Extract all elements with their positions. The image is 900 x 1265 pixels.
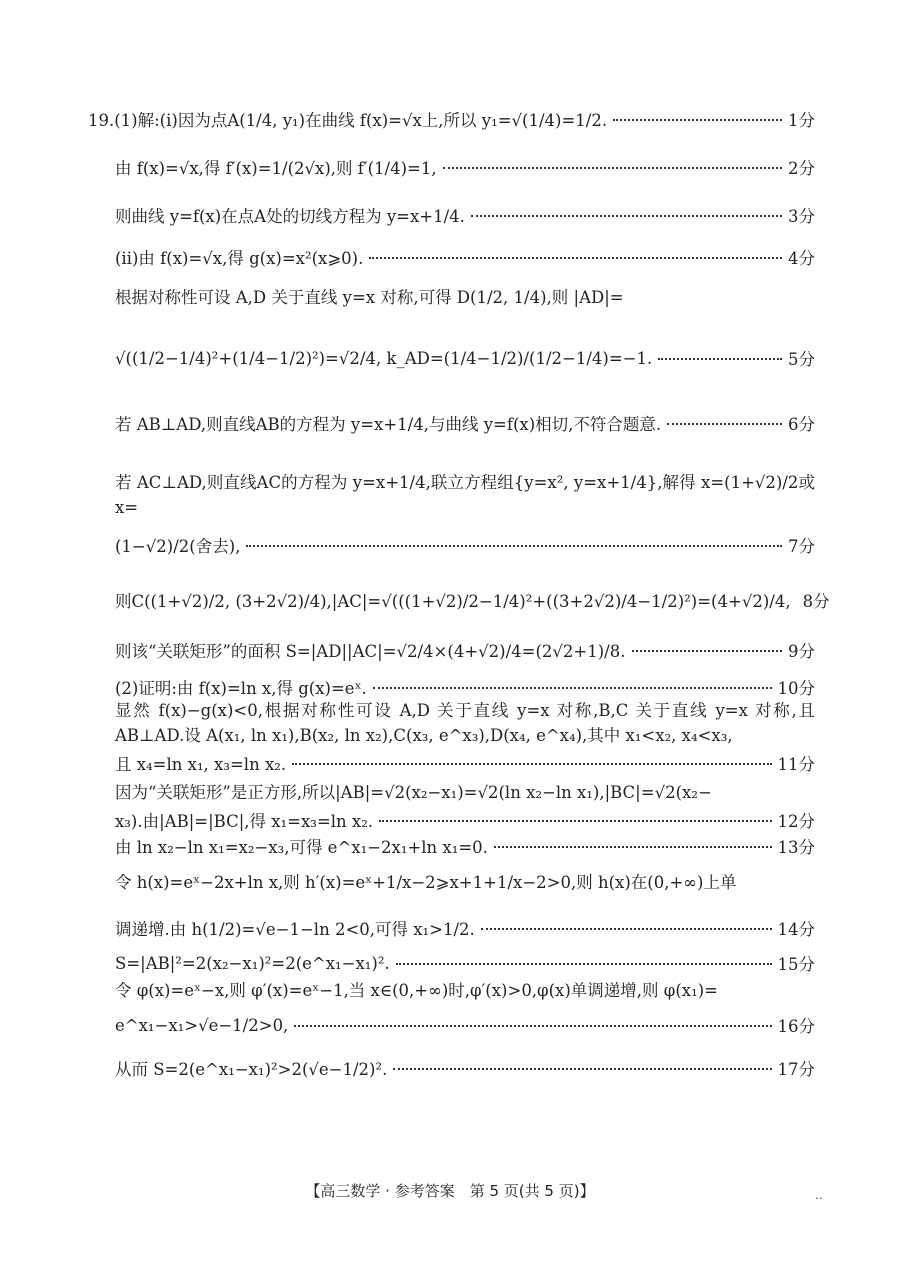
line-2: 由 f(x)=√x,得 f′(x)=1/(2√x),则 f′(1/4)=1, 2分 (115, 159, 815, 178)
para-symmetry: 根据对称性可设 A,D 关于直线 y=x 对称,可得 D(1/2, 1/4),则 |AD|= (115, 288, 624, 307)
line-8: 则C((1+√2)/2, (3+2√2)/4),|AC|=√(((1+√2)/2−1/4)²+((3+2√2)/4−1/2)²)=(4+√2)/4, 8分 (115, 592, 830, 611)
line-13: 由 ln x₂−ln x₁=x₂−x₃,可得 e^x₁−2x₁+ln x₁=0. 13分 (115, 838, 815, 857)
line-15: S=|AB|²=2(x₂−x₁)²=2(e^x₁−x₁)². 15分 (115, 953, 815, 974)
para-obvious: 显然 f(x)−g(x)<0,根据对称性可设 A,D 关于直线 y=x 对称,B,C 关于直线 y=x 对称,且 AB⊥AD.设 A(x₁, ln x₁),B(x₂, ln x₂),C(x₃, e^x₃),D(x₄, e^x₄),其中 x₁<x₂, x₄<x₃, (115, 701, 815, 745)
line-10: (2)证明:由 f(x)=ln x,得 g(x)=eˣ. 10分 (115, 679, 815, 698)
line-3: 则曲线 y=f(x)在点A处的切线方程为 y=x+1/4. 3分 (115, 207, 815, 226)
line-11: 且 x₄=ln x₁, x₃=ln x₂. 11分 (115, 755, 815, 774)
line-4: (ⅱ)由 f(x)=√x,得 g(x)=x²(x⩾0). 4分 (115, 249, 815, 268)
para-ac: 若 AC⊥AD,则直线AC的方程为 y=x+1/4,联立方程组{y=x², y=x+1/4},解得 x=(1+√2)/2或 x= (115, 473, 815, 517)
line-16: e^x₁−x₁>√e−1/2>0, 16分 (115, 1015, 815, 1036)
line-6: 若 AB⊥AD,则直线AB的方程为 y=x+1/4,与曲线 y=f(x)相切,不符合题意. 6分 (115, 415, 815, 434)
line-7: (1−√2)/2(舍去), 7分 (115, 537, 815, 556)
line-17: 从而 S=2(e^x₁−x₁)²>2(√e−1/2)². 17分 (115, 1060, 815, 1079)
line-12: x₃).由|AB|=|BC|,得 x₁=x₃=ln x₂. 12分 (115, 812, 815, 831)
line-1: 19.(1)解:(ⅰ)因为点A(1/4, y₁)在曲线 f(x)=√x上,所以 y₁=√(1/4)=1/2. 1分 (88, 111, 815, 130)
line-9: 则该“关联矩形”的面积 S=|AD||AC|=√2/4×(4+√2)/4=(2√2+1)/8. 9分 (115, 642, 815, 661)
line-14: 调递增.由 h(1/2)=√e−1−ln 2<0,可得 x₁>1/2. 14分 (115, 920, 815, 939)
para-phi: 令 φ(x)=eˣ−x,则 φ′(x)=eˣ−1,当 x∈(0,+∞)时,φ′(x)>0,φ(x)单调递增,则 φ(x₁)= (115, 981, 718, 1000)
para-square: 因为“关联矩形”是正方形,所以|AB|=√2(x₂−x₁)=√2(ln x₂−ln x₁),|BC|=√2(x₂− (115, 783, 712, 802)
para-h: 令 h(x)=eˣ−2x+ln x,则 h′(x)=eˣ+1/x−2⩾x+1+1/x−2>0,则 h(x)在(0,+∞)上单 (115, 873, 737, 892)
page-footer: 【高三数学 · 参考答案 第 5 页(共 5 页)】 (305, 1182, 595, 1200)
line-5: √((1/2−1/4)²+(1/4−1/2)²)=√2/4, k_AD=(1/4−1/2)/(1/2−1/4)=−1. 5分 (115, 348, 815, 369)
corner-mark: .. (815, 1188, 823, 1202)
